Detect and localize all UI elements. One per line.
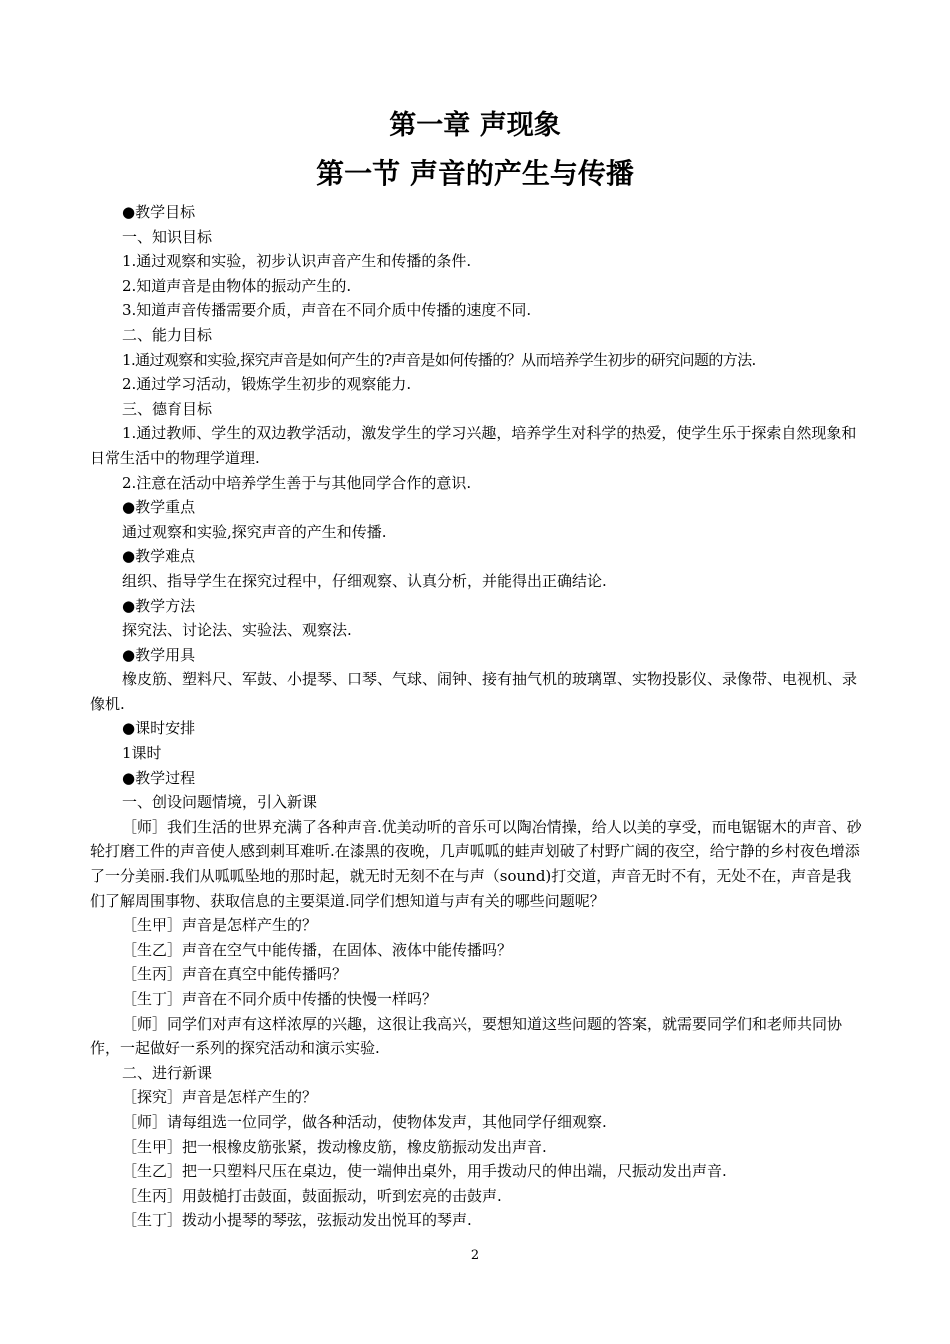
paragraph: ［师］请每组选一位同学，做各种活动，使物体发声，其他同学仔细观察. (122, 1112, 607, 1131)
paragraph: ●课时安排 (122, 719, 196, 738)
paragraph: ［探究］声音是怎样产生的？ (122, 1088, 318, 1107)
paragraph: 探究法、讨论法、实验法、观察法. (122, 621, 352, 640)
paragraph: 1.通过观察和实验，初步认识声音产生和传播的条件. (122, 252, 472, 271)
section-title: 第一节 声音的产生与传播 (316, 157, 634, 190)
paragraph: 1.通过教师、学生的双边教学活动，激发学生的学习兴趣，培养学生对科学的热爱，使学生乐于探索自然现象和日常生活中的物理学道理. (90, 424, 857, 467)
paragraph: ●教学难点 (122, 547, 196, 566)
paragraph: ［生乙］声音在空气中能传播，在固体、液体中能传播吗？ (122, 940, 513, 959)
paragraph: ●教学重点 (122, 498, 196, 517)
paragraph: 三、德育目标 (122, 399, 213, 418)
paragraph: ［生乙］把一只塑料尺压在桌边，使一端伸出桌外，用手拨动尺的伸出端，尺振动发出声音. (122, 1162, 727, 1181)
paragraph: ●教学过程 (122, 768, 196, 787)
paragraph: ●教学方法 (122, 596, 196, 615)
paragraph: 橡皮筋、塑料尺、军鼓、小提琴、口琴、气球、闹钟、接有抽气机的玻璃罩、实物投影仪、录像带、电视机、录像机. (90, 670, 858, 713)
paragraph: 1.通过观察和实验,探究声音是如何产生的?声音是如何传播的？从而培养学生初步的研究问题的方法. (122, 350, 756, 369)
paragraph: 通过观察和实验,探究声音的产生和传播. (122, 522, 387, 541)
chapter-title: 第一章 声现象 (389, 110, 561, 141)
paragraph: 二、能力目标 (122, 325, 213, 344)
paragraph: ［生丁］拨动小提琴的琴弦，弦振动发出悦耳的琴声. (122, 1211, 472, 1230)
paragraph: 3.知道声音传播需要介质，声音在不同介质中传播的速度不同. (122, 301, 532, 320)
paragraph: ［师］同学们对声有这样浓厚的兴趣，这很让我高兴，要想知道这些问题的答案，就需要同学们和老师共同协作，一起做好一系列的探究活动和演示实验. (90, 1014, 843, 1058)
paragraph: ［生丙］声音在真空中能传播吗？ (122, 965, 348, 984)
paragraph: ［生甲］声音是怎样产生的？ (122, 916, 318, 935)
paragraph: 组织、指导学生在探究过程中，仔细观察、认真分析，并能得出正确结论. (122, 571, 607, 590)
paragraph: ●教学目标 (122, 203, 196, 221)
paragraph: ［师］我们生活的世界充满了各种声音.优美动听的音乐可以陶冶情操，给人以美的享受，而电锯锯木的声音、砂轮打磨工件的声音使人感到刺耳难听.在漆黑的夜晚，几声呱呱的蛙声划破了村野广阔的夜空，给宁静的乡村夜色增添了一分美丽.我们从呱呱坠地的那时起，就无时无刻不在与声（sound)打交道，声音无时不有，无处不在，声音是我们了解周围事物、获取信息的主要渠道.同学们想知道与声有关的哪些问题呢？ (90, 817, 862, 910)
paragraph: 一、知识目标 (122, 227, 213, 246)
paragraph: 一、创设问题情境，引入新课 (122, 793, 318, 812)
paragraph: ［生丁］声音在不同介质中传播的快慢一样吗？ (122, 990, 438, 1008)
paragraph: 1课时 (122, 744, 162, 763)
document-body (90, 200, 862, 1233)
paragraph: 2.注意在活动中培养学生善于与其他同学合作的意识. (122, 473, 472, 492)
paragraph: 二、进行新课 (122, 1063, 213, 1082)
page-number: 2 (470, 1248, 480, 1263)
paragraph: ［生甲］把一根橡皮筋张紧，拨动橡皮筋，橡皮筋振动发出声音. (122, 1137, 547, 1156)
paragraph: 2.通过学习活动，锻炼学生初步的观察能力. (122, 375, 412, 394)
paragraph: ［生丙］用鼓槌打击鼓面，鼓面振动，听到宏亮的击鼓声. (122, 1186, 502, 1205)
paragraph: ●教学用具 (122, 645, 196, 664)
paragraph: 2.知道声音是由物体的振动产生的. (122, 276, 352, 295)
